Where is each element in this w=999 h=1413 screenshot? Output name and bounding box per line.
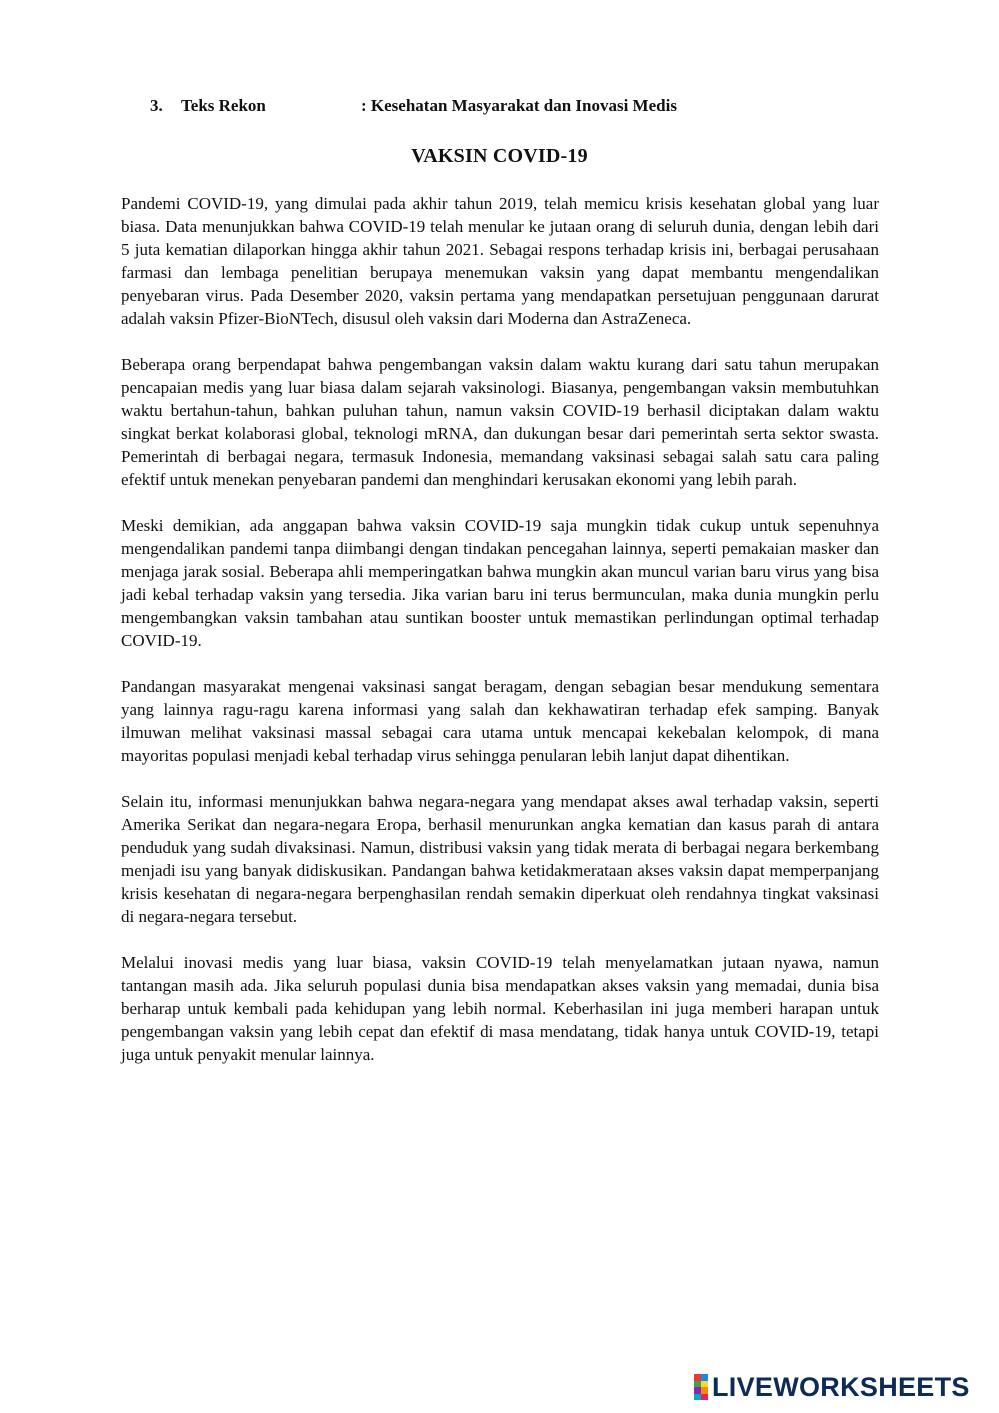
body-text: [121, 192, 879, 1089]
liveworksheets-text: LIVEWORKSHEETS: [712, 1372, 970, 1402]
section-heading: [150, 96, 677, 116]
paragraph: Melalui inovasi medis yang luar biasa, vaksin COVID-19 telah menyelamatkan jutaan nyawa, namun tantangan masih ada. Jika seluruh populasi dunia bisa mendapatkan akses vaksin yang memadai, dunia bisa berharap untuk kembali pada kehidupan yang lebih normal. Keberhasilan ini juga memberi harapan untuk pengembangan vaksin yang lebih cepat dan efektif di masa mendatang, tidak hanya untuk COVID-19, tetapi juga untuk penyakit menular lainnya.: [121, 953, 879, 1064]
paragraph: Selain itu, informasi menunjukkan bahwa negara-negara yang mendapat akses awal terhadap vaksin, seperti Amerika Serikat dan negara-negara Eropa, berhasil menurunkan angka kematian dan kasus parah di antara penduduk yang sudah divaksinasi. Namun, distribusi vaksin yang tidak merata di berbagai negara berkembang menjadi isu yang banyak didiskusikan. Pandangan bahwa ketidakmerataan akses vaksin dapat memperpanjang krisis kesehatan di negara-negara berpenghasilan rendah semakin diperkuat oleh rendahnya tingkat vaksinasi di negara-negara tersebut.: [121, 792, 879, 926]
liveworksheets-watermark: [694, 1373, 970, 1401]
liveworksheets-logo-icon: [694, 1374, 708, 1400]
paragraph: Pandemi COVID-19, yang dimulai pada akhir tahun 2019, telah memicu krisis kesehatan global yang luar biasa. Data menunjukkan bahwa COVID-19 telah menular ke jutaan orang di seluruh dunia, dengan lebih dari 5 juta kematian dilaporkan hingga akhir tahun 2021. Sebagai respons terhadap krisis ini, berbagai perusahaan farmasi dan lembaga penelitian berupaya menemukan vaksin yang dapat membantu mengendalikan penyebaran virus. Pada Desember 2020, vaksin pertama yang mendapatkan persetujuan penggunaan darurat adalah vaksin Pfizer-BioNTech, disusul oleh vaksin dari Moderna dan AstraZeneca.: [121, 194, 879, 328]
paragraph: Pandangan masyarakat mengenai vaksinasi sangat beragam, dengan sebagian besar mendukung sementara yang lainnya ragu-ragu karena informasi yang salah dan kekhawatiran terhadap efek samping. Banyak ilmuwan melihat vaksinasi massal sebagai cara utama untuk mencapai kekebalan kelompok, di mana mayoritas populasi menjadi kebal terhadap virus sehingga penularan lebih lanjut dapat dihentikan.: [121, 677, 879, 765]
section-label: Teks Rekon: [181, 96, 266, 115]
section-topic: : Kesehatan Masyarakat dan Inovasi Medis: [361, 96, 677, 115]
paragraph: Beberapa orang berpendapat bahwa pengembangan vaksin dalam waktu kurang dari satu tahun merupakan pencapaian medis yang luar biasa dalam sejarah vaksinologi. Biasanya, pengembangan vaksin membutuhkan waktu bertahun-tahun, bahkan puluhan tahun, namun vaksin COVID-19 berhasil diciptakan dalam waktu singkat berkat kolaborasi global, teknologi mRNA, dan dukungan besar dari pemerintah serta sektor swasta. Pemerintah di berbagai negara, termasuk Indonesia, memandang vaksinasi sebagai salah satu cara paling efektif untuk menekan penyebaran pandemi dan menghindari kerusakan ekonomi yang lebih parah.: [121, 355, 879, 489]
document-title: VAKSIN COVID-19: [411, 145, 588, 167]
section-number: 3.: [150, 96, 163, 115]
paragraph: Meski demikian, ada anggapan bahwa vaksin COVID-19 saja mungkin tidak cukup untuk sepenuhnya mengendalikan pandemi tanpa diimbangi dengan tindakan pencegahan lainnya, seperti pemakaian masker dan menjaga jarak sosial. Beberapa ahli memperingatkan bahwa mungkin akan muncul varian baru virus yang bisa jadi kebal terhadap vaksin yang tersedia. Jika varian baru ini terus bermunculan, maka dunia mungkin perlu mengembangkan vaksin tambahan atau suntikan booster untuk memastikan perlindungan optimal terhadap COVID-19.: [121, 516, 879, 650]
